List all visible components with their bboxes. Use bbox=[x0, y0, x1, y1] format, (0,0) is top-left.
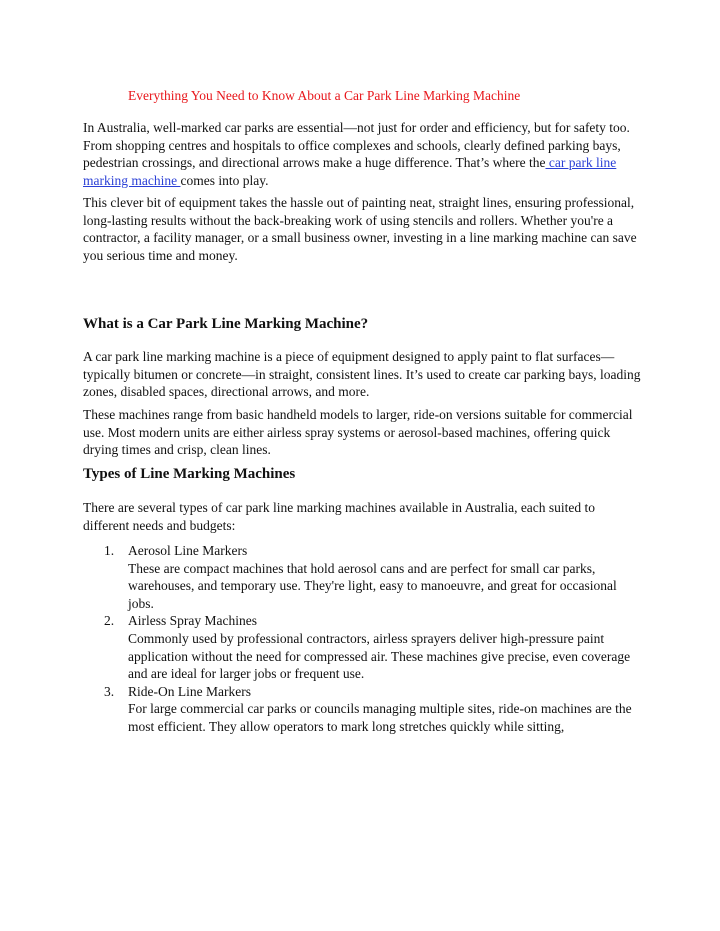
intro-text-before-link: In Australia, well-marked car parks are essential—not just for order and efficiency, but for safety too. From shopping centres and hospitals to office complexes and schools, clearly defined parking bays, pedestrian crossings, and directional arrows make a huge difference. That’s where the bbox=[83, 120, 630, 171]
section1-paragraph-2: These machines range from basic handheld models to larger, ride-on versions suitable for commercial use. Most modern units are either airless spray systems or aerosol-based machines, offering quick drying times and crisp, clean lines. bbox=[83, 407, 633, 458]
list-item bbox=[83, 612, 643, 682]
section-heading-what-is: What is a Car Park Line Marking Machine? bbox=[83, 316, 369, 332]
section2-paragraph-1: There are several types of car park line marking machines available in Australia, each suited to different needs and budgets: bbox=[83, 500, 596, 533]
machine-types-list bbox=[83, 542, 643, 736]
list-item-number: 2. bbox=[104, 613, 115, 629]
list-item-body: Commonly used by professional contractors, airless sprayers deliver high-pressure paint application without the need for compressed air. These machines give precise, even coverage and are ideal for larger jobs or frequent use. bbox=[128, 630, 631, 682]
list-item-title: Ride-On Line Markers bbox=[128, 683, 251, 699]
list-item bbox=[83, 683, 643, 736]
list-item-title: Aerosol Line Markers bbox=[128, 543, 248, 558]
section1-paragraph-1: A car park line marking machine is a piece of equipment designed to apply paint to flat surfaces—typically bitumen or concrete—in straight, consistent lines. It’s used to create car parking bays, loading zones, disabled spaces, directional arrows, and more. bbox=[83, 349, 641, 400]
list-item-body: For large commercial car parks or councils managing multiple sites, ride-on machines are the most efficient. They allow operators to mark long stretches quickly while sitting, bbox=[128, 701, 632, 734]
list-item-number: 3. bbox=[104, 683, 115, 699]
list-item-title: Airless Spray Machines bbox=[128, 613, 257, 629]
section-heading-types: Types of Line Marking Machines bbox=[83, 466, 296, 482]
list-item bbox=[83, 542, 643, 612]
intro-paragraph-1 bbox=[83, 119, 643, 189]
intro-text-after-link: comes into play. bbox=[180, 172, 269, 188]
list-item-number: 1. bbox=[104, 543, 115, 558]
list-item-body: These are compact machines that hold aerosol cans and are perfect for small car parks, warehouses, and temporary use. They're light, easy to manoeuvre, and great for occasional jobs. bbox=[128, 560, 617, 611]
document-title: Everything You Need to Know About a Car Park Line Marking Machine bbox=[128, 88, 521, 103]
intro-paragraph-2: This clever bit of equipment takes the hassle out of painting neat, straight lines, ensuring professional, long-lasting results without the back-breaking work of using stencils and rollers. Whether you're a contractor, a facility manager, or a small business owner, investing in a line marking machine can save you serious time and money. bbox=[83, 195, 637, 263]
car-park-line-marking-machine-link[interactable]: car park line marking machine bbox=[83, 155, 617, 188]
